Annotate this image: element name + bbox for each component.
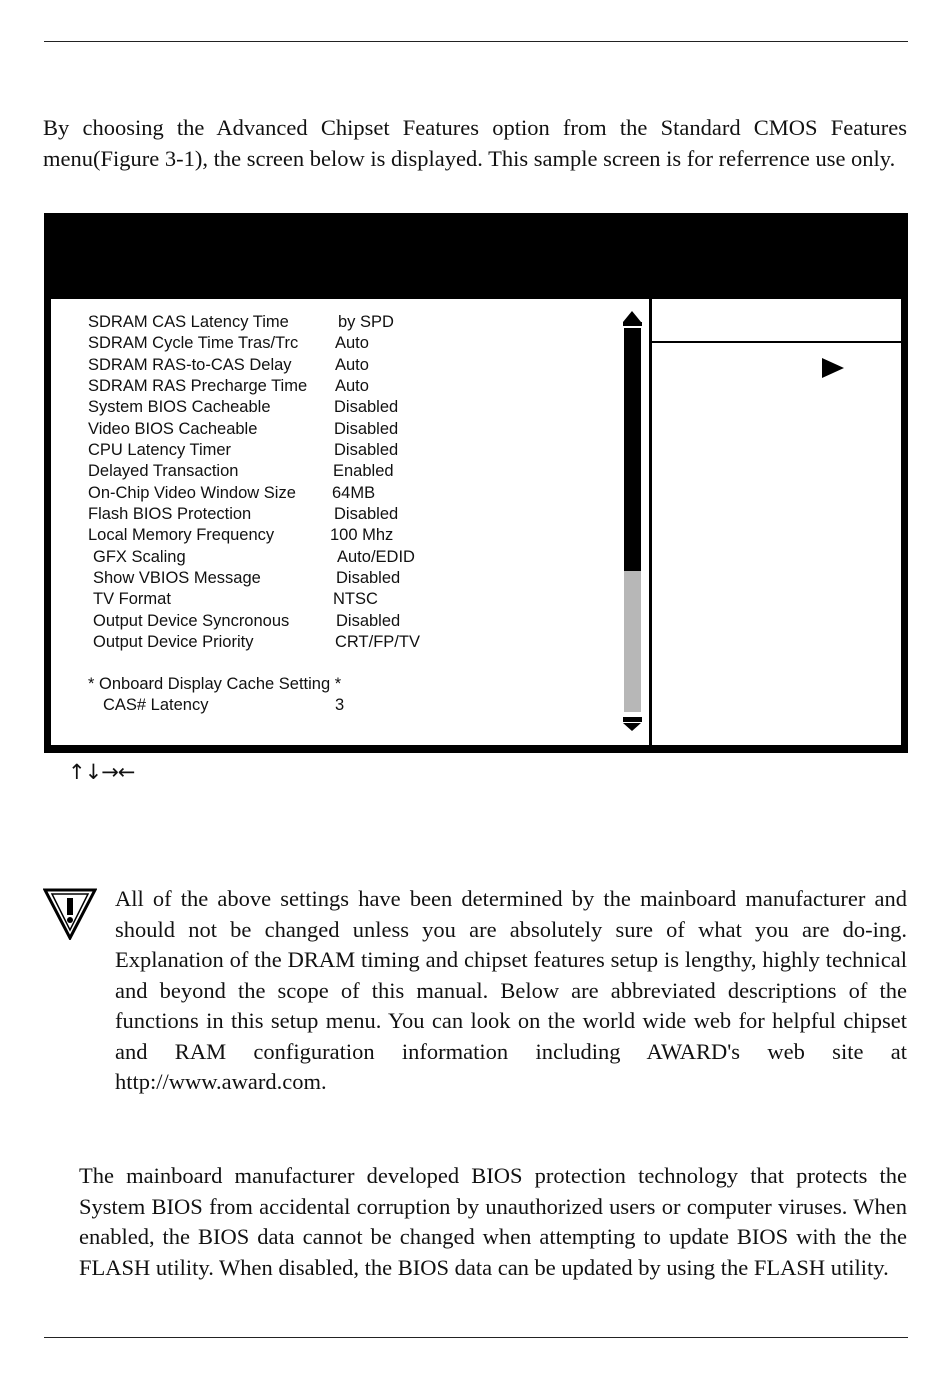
bios-setting-label: On-Chip Video Window Size [88,483,296,502]
bios-setting-label: Local Memory Frequency [88,526,275,545]
bios-setting-label: CPU Latency Timer [88,441,232,460]
bios-setting-label: SDRAM RAS Precharge Time [88,377,308,396]
right-arrow-icon [822,358,844,378]
bios-setting-value[interactable]: Auto [335,355,369,374]
bios-setting-label: Show VBIOS Message [93,569,261,588]
scroll-down-bar [623,717,642,722]
bios-setting-value[interactable]: Disabled [336,569,401,588]
bios-setting-value[interactable]: 100 Mhz [330,526,394,545]
bios-setting-label: SDRAM CAS Latency Time [88,313,289,331]
bios-setting-label: SDRAM Cycle Time Tras/Trc [88,334,299,353]
bios-setting-label: TV Format [93,590,171,609]
caution-paragraph: All of the above settings have been determined by the mainboard manufacturer and should not be changed unless you are absolutely sure of what you are do-ing. Explanation of the DRAM timing and chipset features setup is lengthy, highly technical and beyond the scope of this manual. Below are abbreviated descriptions of the functions in this setup menu. You can look on the world wide web for helpful chipset and RAM configuration information including AWARD's web site at http://www.award.com. [115,886,907,1094]
caution-icon [43,888,97,940]
navigation-keys: ↑↓→← [68,760,135,784]
top-rule [44,41,908,42]
bios-setting-label: Output Device Priority [93,633,254,652]
bios-setting-value[interactable]: Disabled [334,505,399,524]
bios-setting-label: System BIOS Cacheable [88,398,271,417]
bios-setting-label: * Onboard Display Cache Setting * [88,674,342,693]
scroll-down-arrow-icon[interactable] [623,723,641,731]
help-panel-divider [649,299,652,745]
scroll-up-bar [623,322,642,326]
bios-setting-value[interactable]: Auto/EDID [337,547,415,566]
bios-setting-label: GFX Scaling [93,547,186,566]
scroll-up-arrow-icon[interactable] [623,311,641,322]
bottom-rule [44,1337,908,1338]
bios-setting-label: CAS# Latency [103,695,209,714]
flash-protection-paragraph: The mainboard manufacturer developed BIOS protection technology that protects the System BIOS from accidental corruption by unauthorized users or computer viruses. When enabled, the BIOS data cannot be changed when attempting to update BIOS with the the FLASH utility. When disabled, the BIOS data can be updated by using the FLASH utility. [79,1163,907,1280]
bios-setting-label: SDRAM RAS-to-CAS Delay [88,355,292,374]
bios-setting-label: Flash BIOS Protection [88,505,252,524]
bios-setting-label: Delayed Transaction [88,462,239,481]
bios-setting-value[interactable]: Auto [335,377,369,396]
bios-setting-value[interactable]: 3 [335,695,345,714]
bios-content-panel [51,299,901,745]
intro-paragraph: By choosing the Advanced Chipset Features option from the Standard CMOS Features menu(Figure 3-1), the screen below is displayed. This sample screen is for referrence use only. [43,115,907,171]
bios-setting-value[interactable]: 64MB [332,483,376,502]
bios-setting-value[interactable]: CRT/FP/TV [335,633,420,652]
bios-setting-value[interactable]: Disabled [336,611,401,630]
scrollbar-thumb[interactable] [624,328,641,571]
bios-setting-value[interactable]: Auto [335,334,369,353]
bios-setting-value[interactable]: by SPD [338,313,394,331]
bios-setting-value[interactable]: Disabled [334,398,399,417]
bios-setting-label: Video BIOS Cacheable [88,419,258,438]
bios-setting-value[interactable]: NTSC [333,590,378,609]
bios-setting-value[interactable]: Disabled [334,441,399,460]
help-panel-rule [652,341,901,343]
bios-screen [44,213,908,753]
bios-setting-value[interactable]: Disabled [334,419,399,438]
bios-setting-label: Output Device Syncronous [93,611,290,630]
bios-setting-value[interactable]: Enabled [333,462,394,481]
